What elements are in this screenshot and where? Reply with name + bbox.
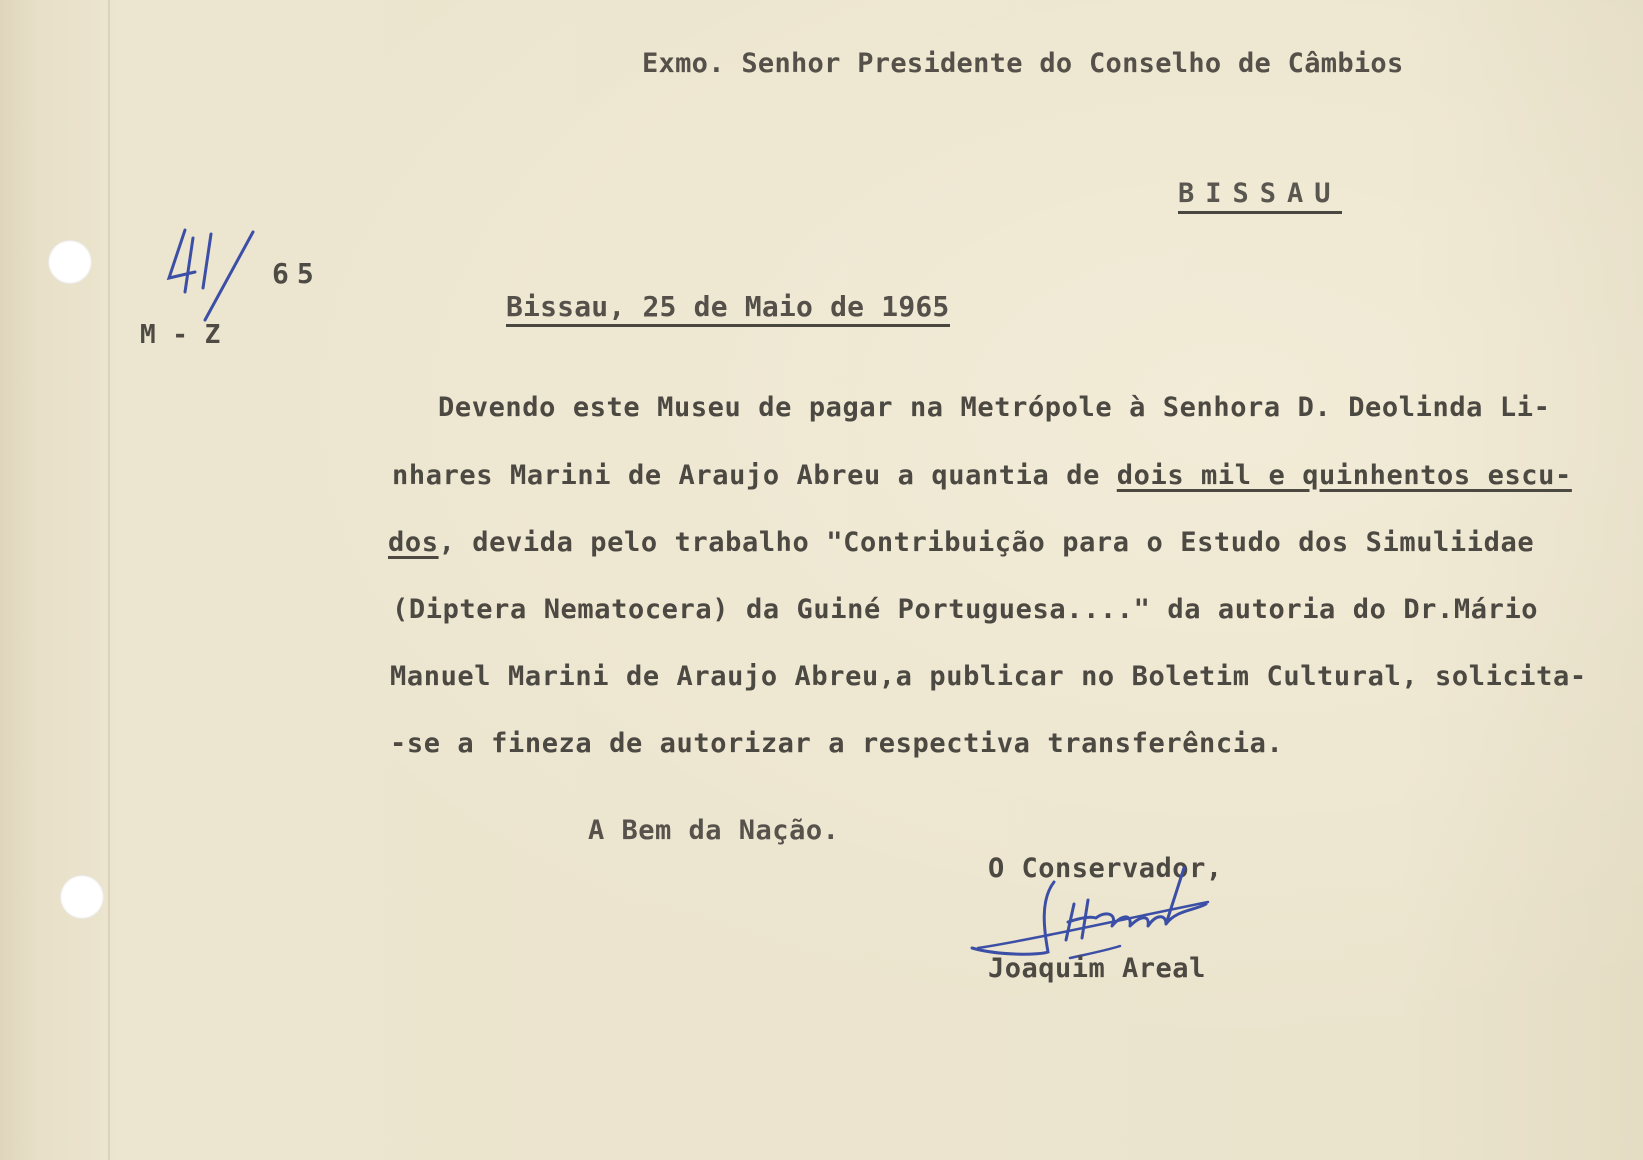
punch-hole-top bbox=[48, 240, 92, 284]
reference-number: 65 bbox=[272, 257, 322, 290]
amount-in-words: dois mil e quinhentos escu- bbox=[1116, 460, 1572, 491]
body-text: (Diptera Nematocera) da Guiné Portuguesa...." da autoria do Dr.Mário bbox=[392, 594, 1539, 625]
reference-code: M - Z bbox=[140, 320, 221, 350]
date-line: Bissau, 25 de Maio de 1965 bbox=[506, 290, 950, 327]
punch-hole-bottom bbox=[60, 875, 104, 919]
signer-name: Joaquim Areal bbox=[988, 953, 1206, 984]
body-line-5 bbox=[390, 661, 1587, 692]
body-text: Manuel Marini de Araujo Abreu,a publicar no Boletim Cultural, solicita- bbox=[390, 661, 1587, 692]
body-line-2 bbox=[392, 460, 1572, 491]
closing-salutation: A Bem da Nação. bbox=[588, 815, 840, 846]
body-text: nhares Marini de Araujo Abreu a quantia de bbox=[392, 460, 1117, 491]
body-text: Devendo este Museu de pagar na Metrópole à Senhora D. Deolinda Li- bbox=[438, 392, 1551, 423]
body-line-4 bbox=[392, 594, 1538, 625]
handwritten-reference-mark bbox=[165, 210, 275, 330]
amount-in-words-end: dos bbox=[388, 527, 439, 558]
addressee-line: Exmo. Senhor Presidente do Conselho de Câmbios bbox=[642, 48, 1404, 79]
body-text: -se a fineza de autorizar a respectiva transferência. bbox=[390, 728, 1284, 759]
signer-title: O Conservador, bbox=[988, 853, 1223, 884]
body-line-1 bbox=[438, 392, 1550, 423]
page-fold-line bbox=[108, 0, 110, 1160]
body-line-6 bbox=[390, 728, 1283, 759]
body-line-3 bbox=[388, 527, 1534, 558]
addressee-city: BISSAU bbox=[1178, 178, 1342, 214]
body-text: , devida pelo trabalho "Contribuição para o Estudo dos Simuliidae bbox=[438, 527, 1535, 558]
